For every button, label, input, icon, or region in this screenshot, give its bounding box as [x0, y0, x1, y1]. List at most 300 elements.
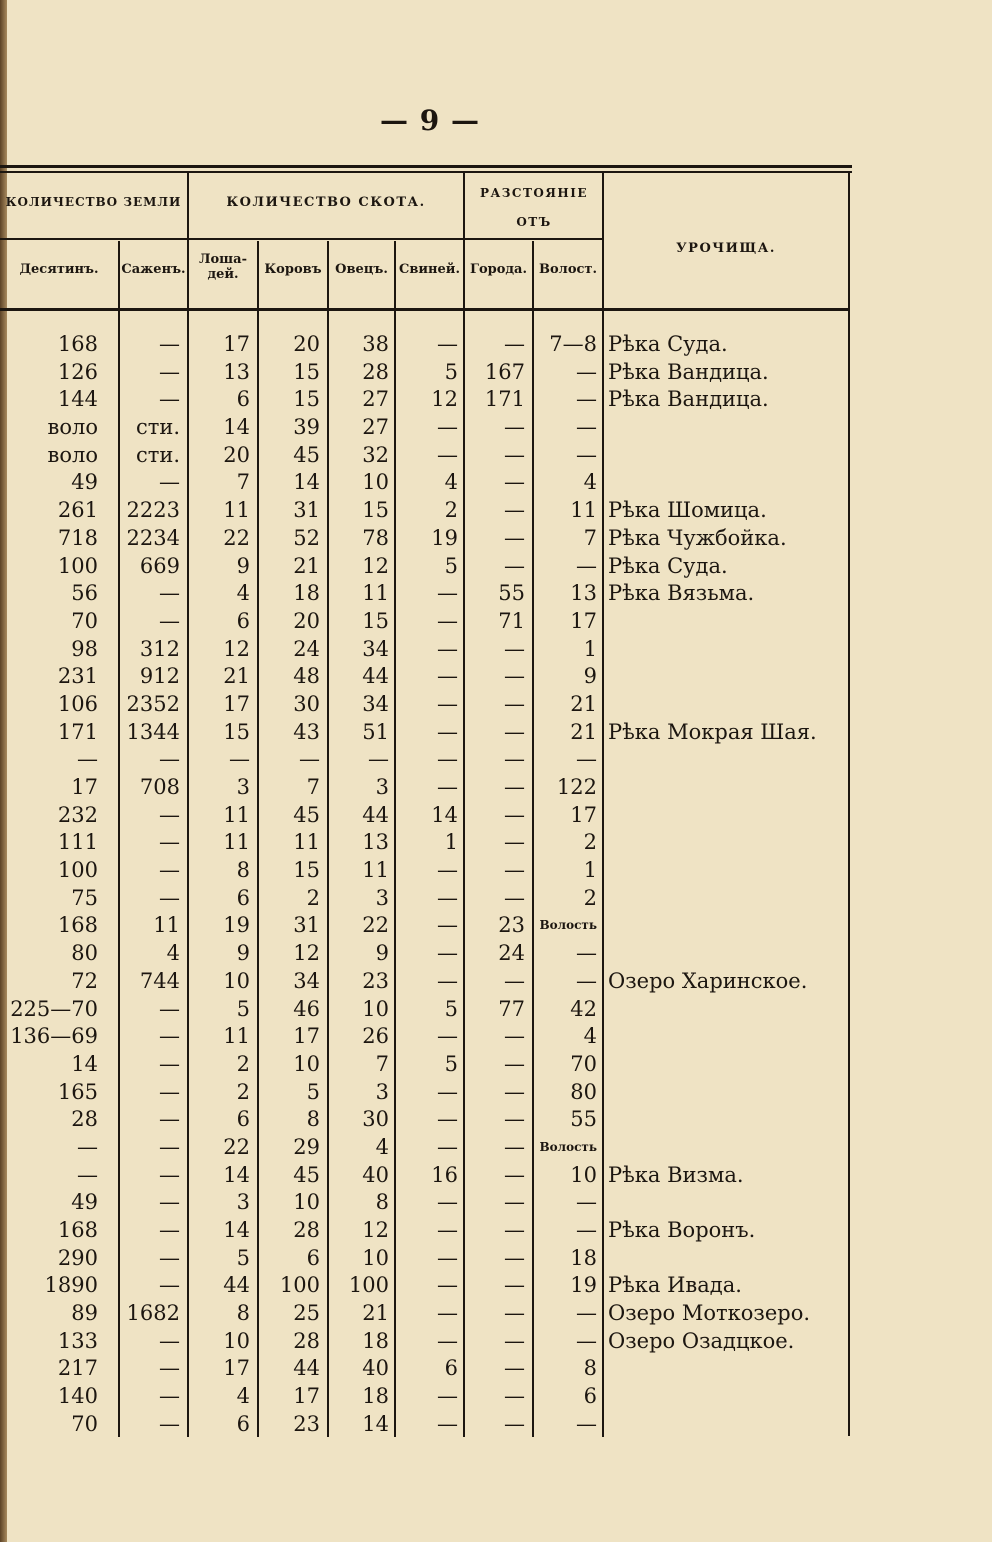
cell-sheep: 100: [348, 1273, 389, 1298]
cell-volost-distance: 7: [583, 525, 597, 550]
cell-sazhen: —: [159, 1245, 180, 1270]
table-row: [0, 940, 850, 968]
cell-sazhen: 1682: [126, 1301, 180, 1326]
cell-horses: 3: [236, 1190, 250, 1215]
cell-desyatin: 140: [57, 1384, 98, 1409]
cell-sazhen: —: [159, 1411, 180, 1436]
cell-volost-distance: —: [576, 941, 597, 966]
cell-sazhen: —: [159, 332, 180, 356]
table-row: [0, 1383, 850, 1411]
cell-tract: Озеро Харинское.: [608, 968, 808, 993]
cell-cows: 24: [293, 636, 320, 661]
cell-sazhen: —: [159, 858, 180, 883]
cell-horses: 17: [223, 1356, 250, 1381]
cell-horses: —: [229, 747, 250, 772]
cell-cows: —: [299, 747, 320, 772]
cell-pigs: —: [437, 442, 458, 467]
cell-tract: [608, 940, 848, 968]
table-row: [0, 968, 850, 996]
cell-desyatin: 56: [71, 581, 98, 606]
cell-city-distance: —: [504, 719, 525, 744]
cell-desyatin: 49: [71, 470, 98, 495]
cell-tract: Рѣка Визма.: [608, 1162, 744, 1187]
cell-desyatin: 17: [71, 775, 98, 799]
cell-sazhen: 2352: [126, 691, 180, 716]
cell-city-distance: —: [504, 691, 525, 716]
cell-sheep: 32: [362, 442, 389, 467]
cell-pigs: —: [437, 581, 458, 606]
cell-desyatin: воло: [47, 442, 98, 467]
cell-city-distance: —: [504, 1051, 525, 1076]
cell-city-distance: —: [504, 553, 525, 578]
cell-sheep: 8: [375, 1190, 389, 1215]
cell-horses: 14: [223, 1162, 250, 1187]
cell-pigs: 5: [444, 553, 458, 578]
cell-cows: 39: [293, 415, 320, 440]
cell-sheep: 34: [362, 691, 389, 716]
cell-sazhen: 708: [139, 775, 180, 799]
cell-city-distance: —: [504, 830, 525, 855]
cell-sazhen: —: [159, 1273, 180, 1298]
table-row: [0, 1189, 850, 1217]
cell-cows: 52: [293, 525, 320, 550]
cell-sheep: 11: [362, 858, 389, 883]
cell-volost-distance: 80: [570, 1079, 597, 1104]
cell-horses: 15: [223, 719, 250, 744]
cell-volost-distance: 1: [583, 858, 597, 883]
cell-cows: 100: [279, 1273, 320, 1298]
cell-sazhen: 912: [139, 664, 180, 689]
table-top-rule: [0, 165, 852, 168]
cell-desyatin: 231: [57, 664, 98, 689]
cell-horses: 7: [236, 470, 250, 495]
cell-volost-distance: 11: [570, 498, 597, 523]
cell-horses: 13: [223, 359, 250, 384]
cell-tract: [608, 1383, 848, 1411]
table-row: [0, 912, 850, 940]
cell-pigs: —: [437, 1190, 458, 1215]
cell-cows: 45: [293, 802, 320, 827]
cell-city-distance: —: [504, 525, 525, 550]
cell-sheep: 27: [362, 415, 389, 440]
cell-tract: [608, 608, 848, 636]
cell-city-distance: 55: [498, 581, 525, 606]
cell-volost-distance: 4: [583, 1024, 597, 1049]
cell-pigs: —: [437, 1024, 458, 1049]
header-horses: [189, 253, 257, 283]
cell-volost-distance: —: [576, 1190, 597, 1215]
table-row: [0, 691, 850, 719]
cell-volost-distance: 122: [556, 775, 597, 799]
cell-sheep: 27: [362, 387, 389, 412]
table-row: [0, 1162, 850, 1190]
cell-city-distance: 77: [498, 996, 525, 1021]
cell-sheep: 38: [362, 332, 389, 356]
table-row: [0, 580, 850, 608]
cell-tract: Рѣка Суда.: [608, 553, 728, 578]
cell-volost-distance: 6: [583, 1384, 597, 1409]
cell-sheep: 10: [362, 996, 389, 1021]
cell-cows: 15: [293, 387, 320, 412]
cell-tract: Озеро Озадцкое.: [608, 1328, 795, 1353]
header-divider: [187, 238, 463, 240]
cell-cows: 31: [293, 913, 320, 938]
cell-sheep: 40: [362, 1162, 389, 1187]
cell-volost-distance: —: [576, 1411, 597, 1436]
cell-desyatin: 98: [71, 636, 98, 661]
cell-volost-distance: 21: [570, 719, 597, 744]
cell-city-distance: —: [504, 470, 525, 495]
cell-tract: [608, 691, 848, 719]
cell-horses: 6: [236, 1107, 250, 1132]
cell-tract: Рѣка Вязьма.: [608, 581, 755, 606]
cell-pigs: —: [437, 636, 458, 661]
cell-volost-distance: 70: [570, 1051, 597, 1076]
header-desyatin: Десятинъ.: [19, 262, 99, 277]
table-row: [0, 774, 850, 802]
cell-sheep: 4: [375, 1134, 389, 1159]
cell-desyatin: 100: [57, 858, 98, 883]
cell-cows: 31: [293, 498, 320, 523]
header-divider: [0, 238, 187, 240]
cell-cows: 28: [293, 1328, 320, 1353]
cell-city-distance: —: [504, 1328, 525, 1353]
cell-sheep: 51: [362, 719, 389, 744]
cell-horses: 14: [223, 1218, 250, 1242]
cell-horses: 14: [223, 415, 250, 440]
cell-sheep: 22: [362, 913, 389, 938]
table-row: [0, 885, 850, 913]
cell-city-distance: —: [504, 415, 525, 440]
cell-desyatin: 72: [71, 968, 98, 993]
cell-cows: 14: [293, 470, 320, 495]
cell-cows: 20: [293, 608, 320, 633]
table-row: [0, 802, 850, 830]
cell-tract: [608, 996, 848, 1024]
cell-city-distance: —: [504, 885, 525, 910]
cell-pigs: —: [437, 1273, 458, 1298]
cell-cows: 28: [293, 1218, 320, 1242]
cell-desyatin: 133: [57, 1328, 98, 1353]
cell-tract: Рѣка Суда.: [608, 332, 728, 356]
cell-cows: 17: [293, 1024, 320, 1049]
cell-cows: 23: [293, 1411, 320, 1436]
cell-volost-distance: Волость: [539, 1139, 597, 1154]
cell-pigs: —: [437, 1245, 458, 1270]
table-row: [0, 1023, 850, 1051]
cell-sheep: 11: [362, 581, 389, 606]
header-volost: Волост.: [539, 262, 597, 277]
cell-sheep: —: [368, 747, 389, 772]
cell-sheep: 40: [362, 1356, 389, 1381]
cell-tract: [608, 1106, 848, 1134]
header-pigs: Свиней.: [399, 262, 460, 277]
cell-pigs: —: [437, 885, 458, 910]
cell-horses: 6: [236, 387, 250, 412]
cell-volost-distance: —: [576, 968, 597, 993]
cell-city-distance: —: [504, 1245, 525, 1270]
table-body: [0, 331, 850, 1439]
cell-desyatin: 165: [57, 1079, 98, 1104]
cell-desyatin: 106: [57, 691, 98, 716]
page-number: — 9 —: [380, 104, 480, 137]
cell-cows: 18: [293, 581, 320, 606]
cell-pigs: —: [437, 1411, 458, 1436]
cell-sheep: 10: [362, 470, 389, 495]
cell-horses: 4: [236, 1384, 250, 1409]
table-row: [0, 1106, 850, 1134]
header-land: КОЛИЧЕСТВО ЗЕМЛИ: [5, 195, 182, 209]
cell-cows: 8: [306, 1107, 320, 1132]
cell-tract: [608, 885, 848, 913]
table-row: [0, 1300, 850, 1328]
table-row: [0, 746, 850, 774]
cell-tract: [608, 1079, 848, 1107]
cell-city-distance: —: [504, 1162, 525, 1187]
cell-tract: Озеро Моткозеро.: [608, 1301, 811, 1326]
cell-horses: 6: [236, 885, 250, 910]
cell-sazhen: —: [159, 996, 180, 1021]
cell-pigs: 1: [444, 830, 458, 855]
cell-desyatin: —: [77, 1162, 98, 1187]
cell-tract: [608, 442, 848, 470]
cell-horses: 5: [236, 996, 250, 1021]
cell-city-distance: —: [504, 1273, 525, 1298]
cell-volost-distance: 42: [570, 996, 597, 1021]
cell-sheep: 30: [362, 1107, 389, 1132]
cell-tract: Рѣка Чужбойка.: [608, 525, 787, 550]
cell-desyatin: 232: [57, 802, 98, 827]
cell-cows: 21: [293, 553, 320, 578]
cell-sazhen: —: [159, 387, 180, 412]
cell-sazhen: 1344: [126, 719, 180, 744]
cell-desyatin: 100: [57, 553, 98, 578]
cell-sazhen: сти.: [135, 442, 180, 467]
cell-sheep: 15: [362, 498, 389, 523]
cell-sazhen: —: [159, 1162, 180, 1187]
cell-cows: 10: [293, 1051, 320, 1076]
cell-sazhen: 2223: [126, 498, 180, 523]
cell-pigs: —: [437, 1384, 458, 1409]
cell-horses: 10: [223, 968, 250, 993]
table-row: [0, 1355, 850, 1383]
cell-pigs: —: [437, 775, 458, 799]
table-row: [0, 525, 850, 553]
cell-cows: 17: [293, 1384, 320, 1409]
cell-city-distance: 71: [498, 608, 525, 633]
table-row: [0, 829, 850, 857]
cell-city-distance: —: [504, 442, 525, 467]
cell-tract: Рѣка Шомица.: [608, 498, 767, 523]
cell-tract: [608, 912, 848, 940]
cell-desyatin: 168: [57, 1218, 98, 1242]
cell-tract: [608, 663, 848, 691]
cell-volost-distance: 18: [570, 1245, 597, 1270]
cell-desyatin: 171: [57, 719, 98, 744]
cell-pigs: 6: [444, 1356, 458, 1381]
cell-sazhen: 11: [153, 913, 180, 938]
cell-horses: 2: [236, 1079, 250, 1104]
cell-desyatin: 80: [71, 941, 98, 966]
cell-desyatin: 49: [71, 1190, 98, 1215]
cell-cows: 43: [293, 719, 320, 744]
cell-volost-distance: 55: [570, 1107, 597, 1132]
cell-city-distance: —: [504, 1384, 525, 1409]
cell-sazhen: —: [159, 1356, 180, 1381]
cell-city-distance: —: [504, 1134, 525, 1159]
cell-sheep: 18: [362, 1384, 389, 1409]
cell-sazhen: —: [159, 1024, 180, 1049]
cell-pigs: —: [437, 1134, 458, 1159]
cell-city-distance: —: [504, 1218, 525, 1242]
cell-volost-distance: 9: [583, 664, 597, 689]
cell-cows: 46: [293, 996, 320, 1021]
cell-tract: [608, 1411, 848, 1439]
cell-city-distance: —: [504, 1107, 525, 1132]
cell-cows: 11: [293, 830, 320, 855]
table-row: [0, 469, 850, 497]
cell-sheep: 44: [362, 802, 389, 827]
cell-sheep: 3: [375, 775, 389, 799]
cell-cows: 34: [293, 968, 320, 993]
table-top-rule-inner: [0, 171, 852, 173]
header-divider: [463, 238, 602, 240]
statistics-table: [0, 165, 860, 1445]
cell-city-distance: —: [504, 1079, 525, 1104]
cell-cows: 48: [293, 664, 320, 689]
cell-desyatin: 28: [71, 1107, 98, 1132]
table-row: [0, 331, 850, 359]
cell-tract: [608, 1245, 848, 1273]
cell-volost-distance: 17: [570, 802, 597, 827]
cell-sazhen: —: [159, 581, 180, 606]
cell-city-distance: —: [504, 1411, 525, 1436]
cell-volost-distance: —: [576, 553, 597, 578]
cell-sheep: 13: [362, 830, 389, 855]
cell-cows: 29: [293, 1134, 320, 1159]
cell-desyatin: 111: [57, 830, 98, 855]
cell-tract: [608, 1023, 848, 1051]
cell-pigs: 2: [444, 498, 458, 523]
cell-sazhen: —: [159, 608, 180, 633]
cell-desyatin: 126: [57, 359, 98, 384]
cell-sheep: 26: [362, 1024, 389, 1049]
cell-volost-distance: —: [576, 1218, 597, 1242]
cell-desyatin: 261: [57, 498, 98, 523]
cell-cows: 44: [293, 1356, 320, 1381]
cell-city-distance: —: [504, 1356, 525, 1381]
cell-pigs: 5: [444, 996, 458, 1021]
table-row: [0, 1217, 850, 1245]
cell-city-distance: —: [504, 1301, 525, 1326]
cell-tract: [608, 1355, 848, 1383]
cell-pigs: —: [437, 1107, 458, 1132]
table-row: [0, 636, 850, 664]
cell-sazhen: —: [159, 747, 180, 772]
cell-desyatin: 217: [57, 1356, 98, 1381]
cell-horses: 9: [236, 553, 250, 578]
table-row: [0, 1328, 850, 1356]
cell-sheep: 12: [362, 1218, 389, 1242]
cell-pigs: —: [437, 941, 458, 966]
header-horses-line1: Лоша-: [199, 252, 247, 267]
cell-horses: 17: [223, 691, 250, 716]
table-row: [0, 719, 850, 747]
cell-sazhen: —: [159, 1051, 180, 1076]
cell-pigs: 12: [431, 387, 458, 412]
cell-horses: 17: [223, 332, 250, 356]
cell-cows: 6: [306, 1245, 320, 1270]
cell-pigs: —: [437, 691, 458, 716]
cell-city-distance: —: [504, 858, 525, 883]
cell-tract: [608, 802, 848, 830]
cell-city-distance: —: [504, 1190, 525, 1215]
cell-city-distance: —: [504, 332, 525, 356]
cell-horses: 11: [223, 802, 250, 827]
cell-horses: 19: [223, 913, 250, 938]
cell-volost-distance: 8: [583, 1356, 597, 1381]
cell-city-distance: —: [504, 775, 525, 799]
cell-tract: [608, 414, 848, 442]
cell-city-distance: —: [504, 1024, 525, 1049]
cell-horses: 11: [223, 830, 250, 855]
cell-sheep: 10: [362, 1245, 389, 1270]
table-row: [0, 857, 850, 885]
cell-pigs: —: [437, 608, 458, 633]
cell-horses: 10: [223, 1328, 250, 1353]
cell-pigs: —: [437, 1328, 458, 1353]
cell-city-distance: 23: [498, 913, 525, 938]
cell-desyatin: 168: [57, 913, 98, 938]
cell-desyatin: 75: [71, 885, 98, 910]
cell-pigs: 4: [444, 470, 458, 495]
cell-horses: 5: [236, 1245, 250, 1270]
cell-pigs: —: [437, 1301, 458, 1326]
cell-cows: 5: [306, 1079, 320, 1104]
cell-sazhen: 2234: [126, 525, 180, 550]
cell-sazhen: 4: [166, 941, 180, 966]
cell-sazhen: 669: [139, 553, 180, 578]
cell-sazhen: —: [159, 1384, 180, 1409]
cell-city-distance: 171: [484, 387, 525, 412]
cell-pigs: —: [437, 719, 458, 744]
table-row: [0, 1079, 850, 1107]
cell-cows: 10: [293, 1190, 320, 1215]
cell-tract: [608, 1134, 848, 1162]
cell-sheep: 21: [362, 1301, 389, 1326]
cell-sazhen: —: [159, 1079, 180, 1104]
cell-sazhen: —: [159, 1328, 180, 1353]
header-bottom-rule: [0, 308, 850, 311]
header-distance: РАЗСТОЯНІЕ ОТЪ: [479, 186, 589, 229]
cell-desyatin: воло: [47, 415, 98, 440]
table-row: [0, 608, 850, 636]
header-cows: Коровъ: [264, 262, 322, 277]
cell-horses: 44: [223, 1273, 250, 1298]
cell-horses: 20: [223, 442, 250, 467]
table-row: [0, 497, 850, 525]
cell-desyatin: 14: [71, 1051, 98, 1076]
cell-sazhen: —: [159, 830, 180, 855]
cell-sheep: 78: [362, 525, 389, 550]
cell-sazhen: сти.: [135, 415, 180, 440]
cell-horses: 9: [236, 941, 250, 966]
cell-tract: Рѣка Вандица.: [608, 387, 769, 412]
cell-city-distance: —: [504, 802, 525, 827]
cell-cows: 12: [293, 941, 320, 966]
cell-horses: 22: [223, 525, 250, 550]
cell-desyatin: 290: [57, 1245, 98, 1270]
